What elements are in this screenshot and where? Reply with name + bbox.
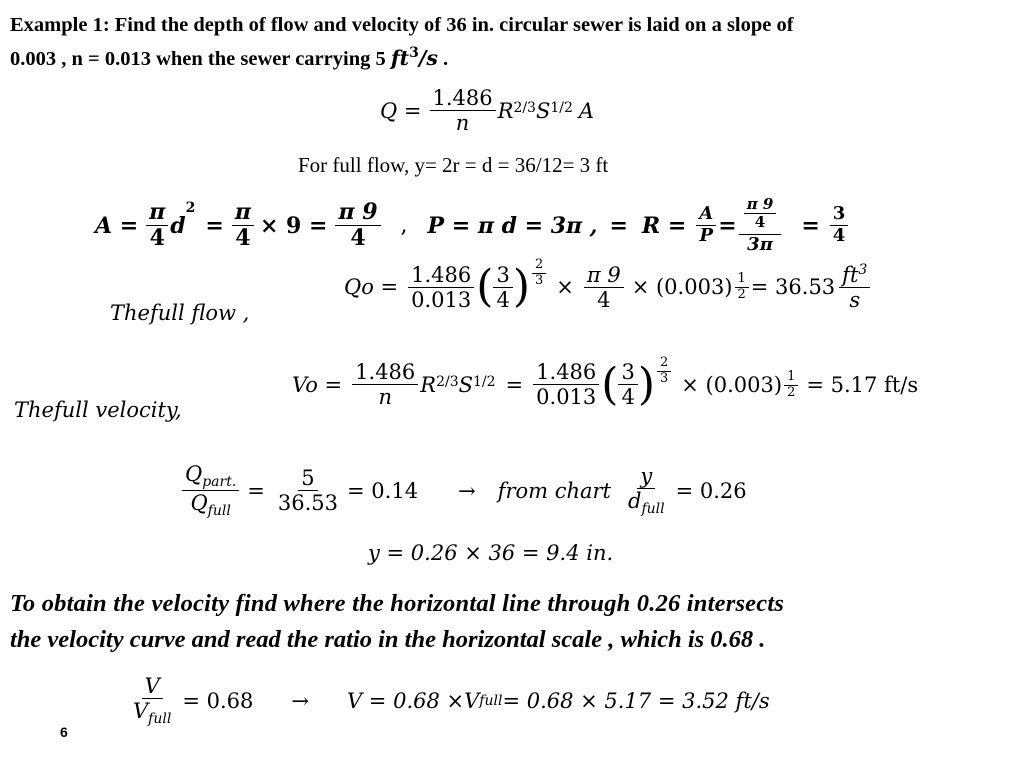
perimeter-expr: P = π d = 3π ,	[427, 212, 598, 239]
qo-times: ×	[556, 275, 574, 300]
qo-unit-ft: ft	[842, 263, 859, 287]
q-part	[182, 462, 239, 491]
compound-num	[739, 196, 782, 235]
manning-r: R	[497, 98, 514, 123]
qo-area-den: 4	[597, 287, 611, 312]
qo-num: 1.486	[408, 263, 474, 288]
vo-ratio	[618, 360, 637, 409]
manning-fraction	[430, 86, 496, 135]
vo-half-num: 1	[784, 370, 798, 386]
pi-b: π	[232, 200, 254, 226]
area-lhs: A =	[95, 212, 139, 239]
a-sym: A	[696, 204, 716, 226]
arrow-right-icon-2: →	[291, 688, 309, 713]
vo-slope: × (0.003)	[681, 372, 783, 397]
qo-den: 0.013	[411, 287, 472, 312]
full-flow-equation	[344, 257, 872, 313]
ratio-result: = 0.14	[347, 478, 419, 503]
page-number: 6	[60, 724, 68, 740]
vo-coef2	[533, 360, 599, 409]
q-full	[187, 491, 233, 519]
vo-half	[784, 370, 798, 401]
full-velocity-label: Thefull velocity,	[14, 398, 182, 422]
qo-unit-exp: 3	[858, 262, 868, 278]
left-paren: (	[476, 261, 494, 313]
compound-fraction	[739, 196, 782, 255]
manning-s: S	[535, 98, 551, 123]
pi-over-4-a	[146, 200, 168, 252]
manning-a: A	[578, 98, 595, 123]
manning-equation	[380, 86, 594, 135]
v-ratio	[130, 674, 174, 727]
title-line2-per: /s	[418, 45, 438, 70]
vo-den: n	[378, 385, 392, 410]
qo-unit-den: s	[849, 288, 861, 313]
three-quarters	[830, 204, 849, 246]
full-velocity-equation	[292, 355, 919, 410]
qo-exponent	[532, 258, 546, 289]
four-d: 4	[832, 225, 846, 247]
vo-half-den: 2	[787, 384, 796, 400]
q-part-sub: part.	[202, 474, 237, 491]
qo-unit-num	[839, 262, 870, 288]
pi9-over-4	[335, 200, 380, 252]
d-symbol: d	[170, 212, 186, 239]
manning-den: n	[455, 111, 470, 136]
ratio-line	[180, 462, 747, 520]
vo-num2: 1.486	[533, 360, 599, 385]
d-full-sym: d	[628, 489, 642, 514]
vo-ratio-den: 4	[621, 385, 635, 410]
eq-d: =	[801, 212, 820, 239]
p-sym: P	[699, 225, 714, 247]
inner-four: 4	[754, 213, 766, 232]
manning-r-exp: 2/3	[513, 100, 536, 116]
full-flow-note: For full flow, y= 2r = d = 36/12= 3 ft	[298, 153, 609, 177]
vo-num: 1.486	[352, 360, 418, 385]
d-exp: 2	[185, 200, 196, 216]
arrow-right-icon: →	[458, 478, 476, 503]
manning-num: 1.486	[430, 86, 496, 111]
times-nine: × 9 =	[259, 212, 328, 239]
v-expr: V = 0.68 ×	[346, 688, 465, 713]
vo-s-exp: 1/2	[473, 374, 496, 390]
inner-fraction	[744, 196, 777, 232]
four-c: 4	[350, 225, 366, 252]
qo-ratio	[493, 263, 512, 312]
qo-result: = 36.53	[750, 275, 836, 300]
ratio-eq: =	[247, 478, 265, 503]
vo-left-paren: (	[601, 358, 619, 410]
eq-a: =	[205, 212, 224, 239]
title-line2-unit: ft	[390, 45, 410, 70]
v-full-sub: full	[148, 711, 172, 728]
vo-right-paren: )	[637, 358, 655, 410]
qo-area-num: π 9	[584, 263, 624, 288]
qo-ratio-den: 4	[496, 287, 510, 312]
depth-ratio-result: = 0.26	[675, 478, 747, 503]
instruction-line1: To obtain the velocity find where the horizontal line through 0.26 intersects	[10, 590, 785, 617]
comma: ,	[400, 213, 408, 239]
three-pi: 3π	[747, 233, 773, 255]
qo-exp-den: 3	[534, 272, 544, 288]
vo-ratio-num: 3	[618, 360, 637, 385]
q-full-sub: full	[207, 503, 231, 520]
vo-lhs: Vo =	[292, 372, 343, 397]
from-chart: from chart	[497, 478, 611, 503]
radius-lhs: R =	[641, 212, 687, 239]
qo-lhs: Qo =	[344, 275, 399, 300]
qo-half-num: 1	[735, 272, 749, 288]
v-sym: V	[142, 674, 163, 699]
full-flow-label: Thefull flow ,	[110, 301, 250, 325]
example-title-line2	[10, 45, 448, 71]
vo-exp-den: 3	[660, 370, 669, 386]
manning-s-exp: 1/2	[550, 100, 573, 116]
pi-over-4-b	[232, 200, 254, 252]
depth-ratio-d	[625, 489, 668, 517]
vo-exponent	[657, 356, 671, 387]
pi9: π 9	[335, 200, 380, 226]
v-full	[130, 699, 174, 727]
vo-exp-num: 2	[657, 356, 671, 372]
q-ratio	[182, 462, 239, 520]
vo-s: S	[458, 372, 474, 397]
v-full-sym: V	[133, 699, 149, 724]
qo-half	[735, 272, 749, 303]
v-expr2: = 0.68 × 5.17 = 3.52 ft/s	[502, 688, 770, 713]
q-full-sym: Q	[190, 491, 208, 516]
v-ratio-result: = 0.68	[182, 688, 254, 713]
vo-eq: =	[505, 372, 524, 397]
eq-b: =	[609, 212, 628, 239]
title-line2-text: 0.003 , n = 0.013 when the sewer carrying 5	[10, 47, 391, 70]
example-title-line1: Example 1: Find the depth of flow and velocity of 36 in. circular sewer is laid on a slope of	[10, 14, 794, 36]
area-perimeter-line	[95, 196, 850, 255]
vo-den2: 0.013	[536, 385, 597, 410]
depth-line: y = 0.26 × 36 = 9.4 in.	[368, 541, 614, 565]
q-part-sym: Q	[185, 462, 203, 486]
qo-coef	[408, 263, 474, 312]
velocity-line	[128, 674, 770, 727]
depth-ratio	[625, 464, 668, 517]
qo-ratio-num: 3	[493, 263, 512, 288]
inner-pi9: π 9	[744, 196, 777, 214]
v2-sym: V	[464, 688, 480, 713]
title-line2-exp: 3	[409, 45, 419, 61]
three: 3	[830, 204, 849, 226]
title-line2-end: .	[437, 47, 449, 70]
flow-ratio-num: 5	[298, 466, 317, 491]
vo-r-exp: 2/3	[436, 374, 459, 390]
vo-coef	[352, 360, 418, 409]
eq-c: =	[718, 212, 737, 239]
vo-result: = 5.17 ft/s	[806, 372, 919, 397]
flow-ratio	[275, 466, 341, 515]
d-full-sub: full	[641, 501, 665, 518]
four-b: 4	[235, 225, 251, 252]
qo-slope: × (0.003)	[631, 275, 733, 300]
v2-sub: full	[479, 692, 503, 709]
manning-lhs: Q =	[380, 98, 422, 123]
qo-half-den: 2	[737, 286, 746, 302]
qo-unit	[839, 262, 870, 312]
right-paren: )	[512, 261, 530, 313]
pi-a: π	[146, 200, 168, 226]
depth-ratio-y: y	[637, 464, 655, 489]
four-a: 4	[149, 225, 165, 252]
a-over-p	[696, 204, 716, 246]
instruction-line2: the velocity curve and read the ratio in the horizontal scale , which is 0.68 .	[10, 626, 766, 653]
qo-area	[584, 263, 624, 312]
flow-ratio-den: 36.53	[277, 491, 339, 516]
qo-exp-num: 2	[532, 258, 546, 274]
vo-r: R	[420, 372, 437, 397]
